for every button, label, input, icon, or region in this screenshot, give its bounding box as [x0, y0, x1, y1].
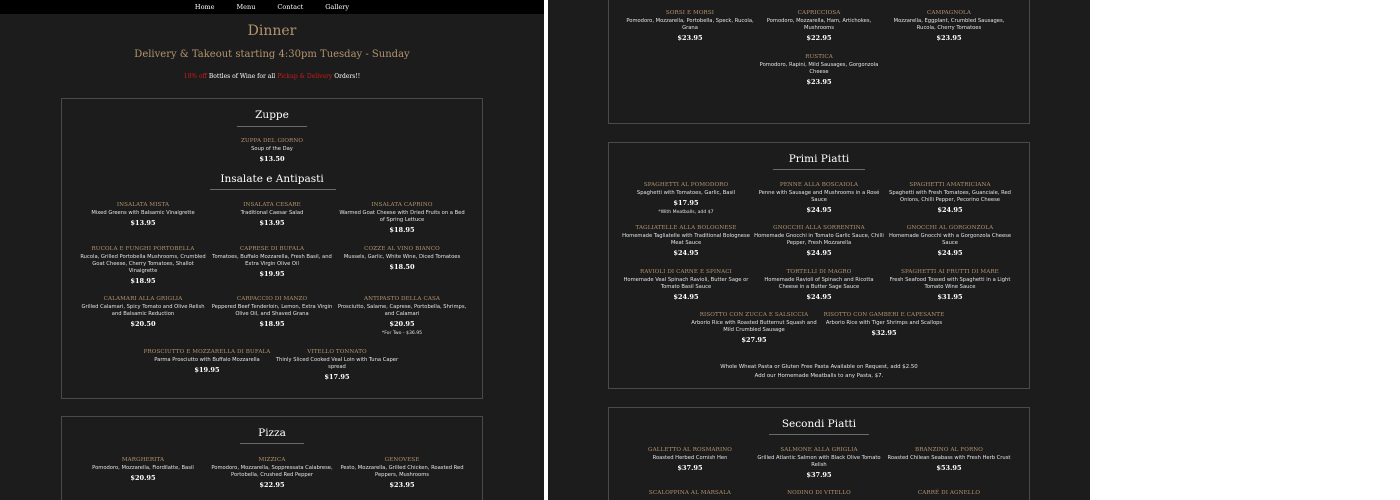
item-price: $37.95: [806, 471, 832, 479]
top-nav: [0, 0, 544, 14]
item-price: $24.95: [937, 249, 963, 257]
menu-item: [885, 224, 1015, 258]
item-desc: Mussels, Garlic, White Wine, Diced Tomatoes: [343, 254, 461, 260]
item-name: PROSCIUTTO E MOZZARELLA DI BUFALA: [143, 349, 271, 355]
promo-text-2: Orders!!: [332, 73, 361, 80]
zuppe-antipasti-section: [61, 98, 483, 399]
primi-section: [608, 142, 1030, 389]
item-price: $18.50: [389, 263, 415, 271]
item-name: RUSTICA: [805, 54, 833, 60]
nav-contact-link[interactable]: Contact: [277, 3, 304, 11]
menu-item: [207, 245, 337, 279]
item-desc: Fresh Seafood Tossed with Spaghetti in a Light Tomato Wine Sauce: [889, 277, 1011, 290]
item-price: $23.95: [677, 34, 703, 42]
item-name: GALLETTO AL ROSMARINO: [648, 447, 732, 453]
item-desc: Warmed Goat Cheese with Dried Fruits on a Bed of Spring Lettuce: [339, 210, 465, 223]
item-desc: Soup of the Day: [251, 146, 293, 152]
item-price: $22.95: [806, 34, 832, 42]
item-desc: Roasted Herbed Cornish Hen: [652, 455, 728, 461]
item-name: INSALATA CESARE: [243, 202, 301, 208]
item-name: INSALATA MISTA: [116, 202, 170, 208]
menu-item: [754, 181, 884, 215]
menu-item: [272, 348, 402, 382]
nav-menu-link[interactable]: Menu: [236, 3, 256, 11]
nav-home-link[interactable]: Home: [194, 3, 215, 11]
item-name: INSALATA CAPRINO: [371, 202, 433, 208]
item-name: RISOTTO CON ZUCCA E SALSICCIA: [699, 312, 809, 318]
menu-item: [78, 456, 208, 483]
item-price: $24.95: [806, 206, 832, 214]
item-price: $17.95: [324, 373, 350, 381]
menu-item: [625, 9, 755, 43]
item-name: SALMONE ALLA GRIGLIA: [780, 447, 858, 453]
menu-item: [625, 446, 755, 473]
item-desc: Penne with Sausage and Mushrooms in a Rosé Sauce: [758, 190, 880, 203]
menu-item: [754, 224, 884, 258]
item-name: SPAGHETTI AI FRUTTI DI MARE: [901, 269, 999, 275]
menu-item: [625, 489, 755, 497]
item-desc: Pomodoro, Mozzarella, Fiordilatte, Basil: [92, 465, 194, 471]
item-price: $24.95: [806, 293, 832, 301]
item-name: NODINO DI VITELLO: [787, 490, 851, 496]
item-desc: Spaghetti with Fresh Tomatoes, Guanciale, Red Onions, Chilli Pepper, Pecorino Cheese: [889, 190, 1011, 203]
item-name: ANTIPASTO DELLA CASA: [363, 296, 441, 302]
item-name: CAPRICCIOSA: [797, 10, 841, 16]
page-title: Dinner: [247, 23, 297, 39]
item-name: TORTELLI DI MAGRO: [786, 269, 852, 275]
nav-gallery-link[interactable]: Gallery: [325, 3, 350, 11]
menu-item: [754, 9, 884, 43]
meatball-note: Add our Homemade Meatballs to any Pasta, $7.: [754, 373, 884, 379]
menu-item: [337, 456, 467, 490]
item-price: $13.50: [259, 155, 285, 163]
menu-item: [884, 489, 1014, 497]
item-price: $18.95: [259, 320, 285, 328]
menu-item: [78, 295, 208, 329]
item-name: RAVIOLI DI CARNE E SPINACI: [640, 269, 732, 275]
secondi-divider: [769, 434, 869, 435]
item-note: *With Meatballs, add $7: [658, 210, 714, 215]
item-desc: Pomodoro, Mozzarella, Soppressata Calabrese, Portobella, Crushed Red Pepper: [211, 465, 333, 478]
item-desc: Grilled Calamari, Spicy Tomato and Olive Relish and Balsamic Reduction: [81, 304, 205, 317]
item-desc: Rucola, Grilled Portobella Mushrooms, Crumbled Goat Cheese, Cherry Tomatoes, Shallot Vinaigrette: [80, 254, 206, 274]
item-desc: Arborio Rice with Roasted Butternut Squash and Mild Crumbled Sausage: [691, 320, 817, 333]
item-name: GNOCCHI ALLA SORRENTINA: [773, 225, 865, 231]
delivery-subtitle: Delivery & Takeout starting 4:30pm Tuesday - Sunday: [134, 49, 410, 60]
item-price: $24.95: [937, 206, 963, 214]
insalate-title: Insalate e Antipasti: [220, 173, 324, 185]
item-desc: Thinly Sliced Cooked Veal Loin with Tuna Caper spread: [275, 357, 399, 370]
menu-item: [754, 268, 884, 302]
item-desc: Pomodoro, Mozzarella, Ham, Artichokes, Mushrooms: [766, 18, 872, 31]
menu-item: [884, 9, 1014, 43]
item-price: $20.95: [130, 474, 156, 482]
item-price: $37.95: [677, 464, 703, 472]
menu-item: [337, 201, 467, 235]
item-note: *For Two - $36.95: [381, 331, 423, 336]
menu-item: [754, 489, 884, 497]
item-name: ZUPPA DEL GIORNO: [240, 138, 304, 144]
item-name: GENOVESE: [384, 457, 420, 463]
primi-divider: [773, 169, 865, 170]
menu-page-left: [0, 0, 544, 500]
zuppe-divider: [237, 126, 307, 127]
menu-item: [207, 456, 337, 490]
item-name: VITELLO TONNATO: [307, 349, 367, 355]
item-price: $32.95: [871, 329, 897, 337]
item-price: $19.95: [259, 270, 285, 278]
item-price: $24.95: [806, 249, 832, 257]
item-name: CARRÉ DI AGNELLO: [917, 490, 981, 496]
item-name: RUCOLA E FUNGHI PORTOBELLA: [91, 246, 195, 252]
menu-item: [207, 295, 337, 329]
item-name: MIZZICA: [258, 457, 286, 463]
item-price: $18.95: [130, 277, 156, 285]
item-price: $19.95: [194, 366, 220, 374]
item-price: $17.95: [673, 199, 699, 207]
menu-item: [885, 268, 1015, 302]
zuppe-title: Zuppe: [255, 109, 289, 121]
item-desc: Pomodoro, Rapini, Mild Sausages, Gorgonzola Cheese: [759, 62, 879, 75]
promo-text-1: Bottles of Wine for all: [206, 73, 278, 80]
pizza-title: Pizza: [258, 427, 286, 439]
item-name: CALAMARI ALLA GRIGLIA: [103, 296, 183, 302]
pizza-section: [61, 416, 483, 500]
menu-item: [621, 224, 751, 258]
pasta-note: Whole Wheat Pasta or Gluten Free Pasta Available on Request, add $2.50: [720, 364, 918, 370]
item-price: $13.95: [130, 219, 156, 227]
item-price: $23.95: [936, 34, 962, 42]
item-price: $27.95: [741, 336, 767, 344]
item-name: SPAGHETTI AL POMODORO: [643, 182, 729, 188]
promo-pickup: Pickup & Delivery: [277, 73, 333, 80]
menu-item: [207, 137, 337, 164]
primi-title: Primi Piatti: [788, 153, 850, 165]
item-desc: Arborio Rice with Tiger Shrimps and Scallops: [825, 320, 943, 326]
item-desc: Peppered Beef Tenderloin, Lemon, Extra Virgin Olive Oil, and Shaved Grana: [211, 304, 333, 317]
menu-page-right: [548, 0, 1090, 500]
item-name: MARGHERITA: [121, 457, 165, 463]
menu-item: [78, 245, 208, 286]
menu-item: [142, 348, 272, 375]
item-name: PENNE ALLA BOSCAIOLA: [779, 182, 859, 188]
item-name: COZZE AL VINO BIANCO: [364, 246, 440, 252]
item-price: $13.95: [259, 219, 285, 227]
menu-item: [754, 53, 884, 87]
promo-discount: 10% off: [183, 73, 207, 80]
item-desc: Homemade Ravioli of Spinach and Ricotta Cheese in a Butter Sage Sauce: [764, 277, 874, 290]
item-price: $23.95: [389, 481, 415, 489]
item-desc: Grilled Atlantic Salmon with Black Olive Tomato Relish: [757, 455, 881, 468]
item-desc: Prosciutto, Salame, Caprese, Portobella, Shrimps, and Calamari: [337, 304, 467, 317]
item-name: SORSI E MORSI: [665, 10, 715, 16]
menu-item: [819, 311, 949, 338]
menu-item: [78, 201, 208, 228]
item-desc: Pomodoro, Mozzarella, Portobella, Speck, Rucola, Grana: [626, 18, 754, 31]
item-name: CAPRESE DI BUFALA: [239, 246, 305, 252]
menu-item: [689, 311, 819, 345]
item-price: $22.95: [259, 481, 285, 489]
item-price: $24.95: [673, 293, 699, 301]
item-desc: Homemade Tagliatelle with Traditional Bolognese Meat Sauce: [622, 233, 750, 246]
item-name: CARPACCIO DI MANZO: [236, 296, 308, 302]
item-desc: Mixed Greens with Balsamic Vinaigrette: [91, 210, 195, 216]
pizza-divider: [240, 443, 304, 444]
item-desc: Spaghetti with Tomatoes, Garlic, Basil: [636, 190, 736, 196]
secondi-title: Secondi Piatti: [781, 418, 857, 430]
insalate-divider: [210, 189, 336, 190]
menu-item: [621, 181, 751, 216]
item-price: $23.95: [806, 78, 832, 86]
item-name: RISOTTO CON GAMBERI E CAPESANTE: [823, 312, 945, 318]
item-name: GNOCCHI AL GORGONZOLA: [906, 225, 994, 231]
item-price: $24.95: [673, 249, 699, 257]
item-price: $20.95: [389, 320, 415, 328]
item-desc: Pesto, Mozzarella, Grilled Chicken, Roasted Red Peppers, Mushrooms: [340, 465, 464, 478]
item-desc: Mozzarella, Eggplant, Crumbled Sausages, Rucola, Cherry Tomatoes: [893, 18, 1005, 31]
menu-item: [885, 181, 1015, 215]
item-name: CAMPAGNOLA: [926, 10, 972, 16]
item-desc: Parma Prosciutto with Buffalo Mozzarella: [154, 357, 260, 363]
item-desc: Homemade Veal Spinach Ravioli, Butter Sage or Tomato Basil Sauce: [623, 277, 749, 290]
item-price: $53.95: [936, 464, 962, 472]
item-desc: Roasted Chilean Seabass with Fresh Herb Crust: [887, 455, 1011, 461]
menu-item: [754, 446, 884, 480]
item-name: TAGLIATELLE ALLA BOLOGNESE: [635, 225, 737, 231]
menu-item: [337, 245, 467, 272]
item-name: BRANZINO AL FORNO: [914, 447, 983, 453]
secondi-section: [608, 407, 1030, 500]
item-price: $31.95: [937, 293, 963, 301]
item-name: SPAGHETTI AMATRICIANA: [909, 182, 991, 188]
menu-item: [207, 201, 337, 228]
menu-item: [621, 268, 751, 302]
item-desc: Tomatoes, Buffalo Mozzarella, Fresh Basil, and Extra Virgin Olive Oil: [212, 254, 332, 267]
wine-promo: [0, 73, 544, 80]
item-desc: Homemade Gnocchi with a Gorgonzola Cheese Sauce: [888, 233, 1012, 246]
item-price: $20.50: [130, 320, 156, 328]
item-desc: Traditional Caesar Salad: [240, 210, 304, 216]
item-desc: Homemade Gnocchi in Tomato Garlic Sauce, Chilli Pepper, Fresh Mozzarella: [754, 233, 884, 246]
item-name: SCALOPPINA AL MARSALA: [648, 490, 732, 496]
menu-item: [337, 295, 467, 337]
item-price: $18.95: [389, 226, 415, 234]
menu-item: [884, 446, 1014, 473]
pizza-section-continued: [608, 0, 1030, 124]
